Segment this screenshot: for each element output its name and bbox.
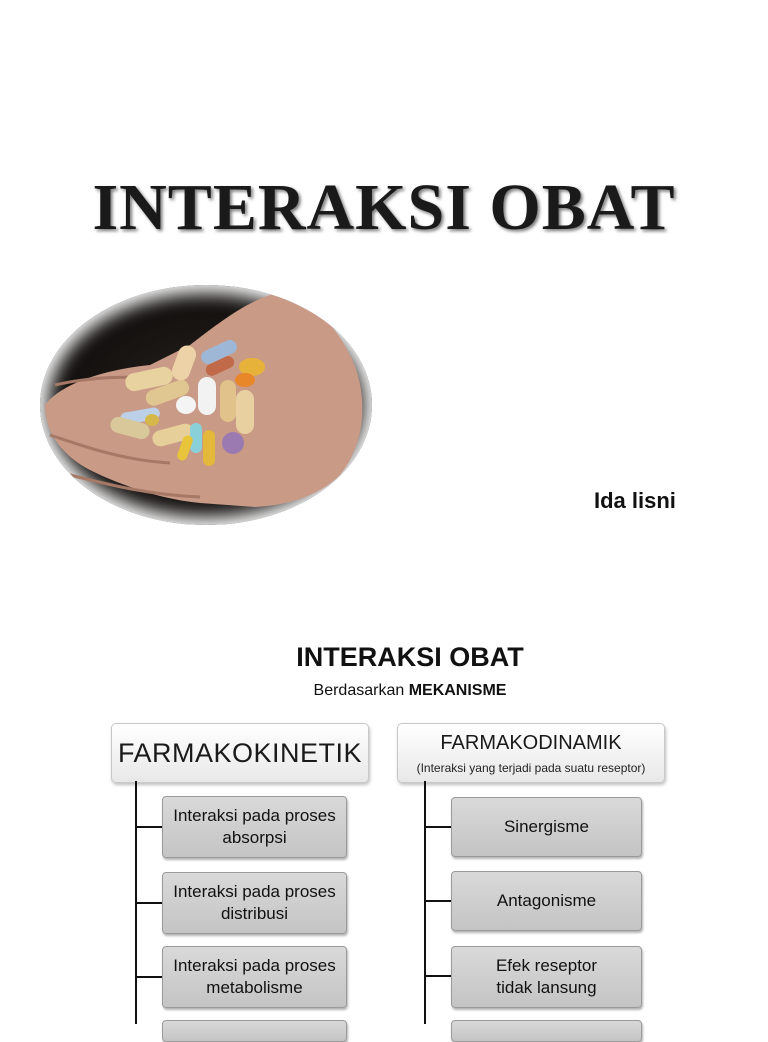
kinetic-item-metabolisme: Interaksi pada proses metabolisme: [162, 946, 347, 1008]
dynamic-item-sinergisme: Sinergisme: [451, 797, 642, 857]
dynamic-item-efek-reseptor: Efek reseptor tidak lansung: [451, 946, 642, 1008]
mechanism-slide: [0, 590, 768, 1024]
kinetic-item-distribusi: Interaksi pada proses distribusi: [162, 872, 347, 934]
connector: [424, 826, 451, 828]
slide-title: INTERAKSI OBAT: [296, 642, 524, 672]
header-sublabel: (Interaksi yang terjadi pada suatu reseptor): [416, 761, 646, 775]
connector: [135, 902, 162, 904]
connector: [135, 826, 162, 828]
subtitle-emphasis: MEKANISME: [408, 682, 507, 699]
dynamic-item-antagonisme: Antagonisme: [451, 871, 642, 931]
farmakodinamik-header: [397, 723, 665, 783]
farmakokinetik-header: [111, 723, 369, 783]
dynamic-item-partial: [451, 1020, 642, 1042]
connector: [424, 975, 451, 977]
slide-subtitle: [0, 682, 768, 700]
header-label: FARMAKODINAMIK: [440, 732, 622, 754]
kinetic-item-partial: [162, 1020, 347, 1042]
subtitle-prefix: Berdasarkan: [313, 682, 409, 699]
pills-in-hand-image: [40, 285, 372, 525]
connector: [135, 976, 162, 978]
slide-title: INTERAKSI OBAT: [92, 171, 676, 244]
right-connector-line: [424, 781, 426, 1024]
header-label: FARMAKOKINETIK: [117, 738, 363, 768]
kinetic-item-absorpsi: Interaksi pada proses absorpsi: [162, 796, 347, 858]
connector: [424, 900, 451, 902]
author-name: Ida lisni: [594, 488, 676, 513]
